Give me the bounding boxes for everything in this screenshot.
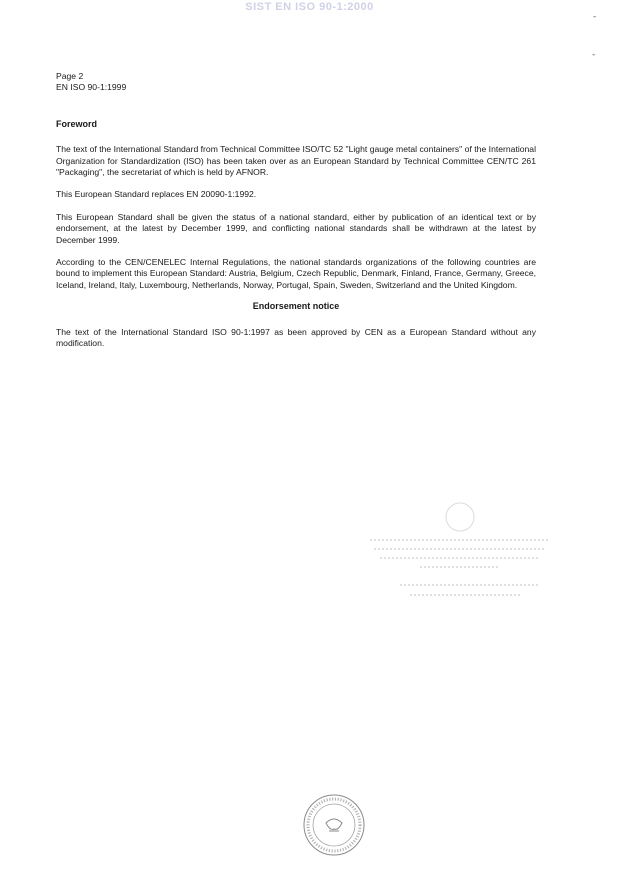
foreword-paragraph: The text of the International Standard from Technical Committee ISO/TC 52 "Light gauge metal containers" of the International Organization for Standardization (ISO) has been taken over as an European Standard by Technical Committee CEN/TC 261 "Packaging", the secretariat of which is held by AFNOR. xyxy=(56,144,536,178)
document-page xyxy=(56,71,536,350)
standard-reference: EN ISO 90-1:1999 xyxy=(56,82,127,93)
foreword-paragraph: This European Standard replaces EN 20090-1:1992. xyxy=(56,189,257,200)
foreword-paragraph: According to the CEN/CENELEC Internal Regulations, the national standards organizations of the following countries are bound to implement this European Standard: Austria, Belgium, Czech Republic, Denmark, Finland, France, Germany, Greece, Iceland, Ireland, Italy, Luxembourg, Netherlands, Norway, Portugal, Spain, Sweden, Switzerland and the United Kingdom. xyxy=(56,257,536,290)
foreword-heading: Foreword xyxy=(56,118,98,129)
page-number: Page 2 xyxy=(56,71,84,81)
watermark-title: SIST EN ISO 90-1:2000 xyxy=(245,1,374,13)
endorsement-heading: Endorsement notice xyxy=(252,301,340,312)
endorsement-paragraph: The text of the International Standard ISO 90-1:1997 as been approved by CEN as a European Standard without any modification. xyxy=(56,326,536,349)
circular-seal-icon xyxy=(302,793,366,857)
scan-speck: - xyxy=(592,50,596,60)
scan-speck: - xyxy=(593,12,597,22)
foreword-paragraph: This European Standard shall be given the status of a national standard, either by publication of an identical text or by endorsement, at the latest by December 1999, and conflicting national standards shall be withdrawn at the latest by December 1999. xyxy=(56,211,536,245)
faded-stamp-icon xyxy=(360,495,560,615)
